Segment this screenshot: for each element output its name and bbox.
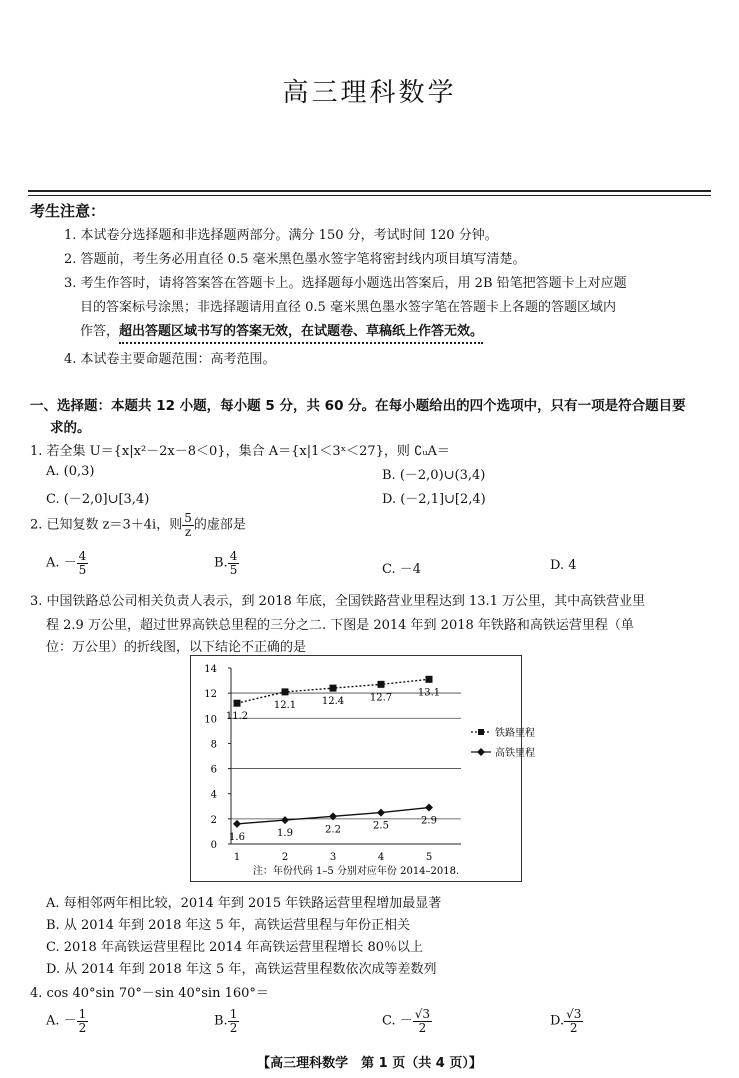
line-chart-frame <box>190 655 535 882</box>
q4-option-c <box>382 1008 432 1034</box>
q1-option-c: C. (－2,0]∪[3,4) <box>46 492 150 507</box>
x-tick-label: 2 <box>281 852 289 863</box>
q4-option-a-label: A. － <box>46 1013 77 1029</box>
legend-label: 铁路里程 <box>495 728 535 739</box>
q2-stem <box>30 512 246 538</box>
q4-stem: 4. cos 40°sin 70°－sin 40°sin 160°＝ <box>30 986 269 1001</box>
hsr-point <box>281 816 289 824</box>
q4-b-den: 2 <box>229 1020 238 1035</box>
rail-point <box>330 685 337 692</box>
data-label: 12.7 <box>369 692 393 704</box>
data-label: 13.1 <box>417 687 441 699</box>
q4-option-d-label: D. <box>550 1013 565 1029</box>
data-label: 1.9 <box>277 828 293 840</box>
q2-frac-den: z <box>184 524 192 539</box>
q3-stem-line1: 3. 中国铁路总公司相关负责人表示，到 2018 年底，全国铁路营业里程达到 13.1 万公里，其中高铁营业里 <box>30 594 646 609</box>
y-tick-label: 4 <box>210 789 217 801</box>
q3-option-c: C. 2018 年高铁运营里程比 2014 年高铁运营里程增长 80％以上 <box>46 940 423 955</box>
q1-option-b: B. (－2,0)∪(3,4) <box>382 468 486 483</box>
legend-marker <box>477 748 485 756</box>
q3-option-d: D. 从 2014 年到 2018 年这 5 年，高铁运营里程数依次成等差数列 <box>46 962 437 977</box>
notice-item-3-emphasis: 超出答题区域书写的答案无效，在试题卷、草稿纸上作答无效。 <box>119 324 483 344</box>
x-tick-label: 1 <box>233 852 241 863</box>
data-label: 12.4 <box>321 696 345 708</box>
q2-b-num: 4 <box>229 549 238 563</box>
q2-frac-num: 5 <box>184 511 192 525</box>
notice-item-3-line3 <box>80 320 483 339</box>
legend-label: 高铁里程 <box>495 748 535 759</box>
y-tick-label: 12 <box>204 689 217 701</box>
q4-d-den: 2 <box>569 1020 578 1035</box>
q4-option-d-frac <box>564 1008 583 1034</box>
y-tick-label: 8 <box>210 739 217 751</box>
y-tick-label: 10 <box>204 714 217 726</box>
section-1-heading-cont: 求的。 <box>50 420 91 436</box>
q2-option-a-label: A. － <box>46 555 77 571</box>
header-rule-thin <box>28 195 711 196</box>
q3-option-b: B. 从 2014 年到 2018 年这 5 年，高铁运营里程与年份正相关 <box>46 918 411 933</box>
q4-option-a <box>46 1008 88 1034</box>
q4-b-num: 1 <box>229 1007 238 1021</box>
q4-a-den: 2 <box>78 1020 87 1035</box>
data-label: 1.6 <box>229 831 245 843</box>
notice-item-3-line2: 目的答案标号涂黑；非选择题请用直径 0.5 毫米黑色墨水签字笔在答题卡上各题的答题区域内 <box>80 300 616 315</box>
q4-c-num: √3 <box>414 1007 431 1021</box>
q4-option-d <box>550 1008 583 1034</box>
q1-stem: 1. 若全集 U＝{x|x²－2x－8＜0}，集合 A＝{x|1＜3ˣ＜27}，则 ∁ᵤA＝ <box>30 444 450 459</box>
q4-option-b-frac <box>228 1008 240 1034</box>
rail-point <box>282 688 289 695</box>
chart-note: 注：年份代码 1–5 分别对应年份 2014–2018. <box>252 866 460 877</box>
q1-option-a: A. (0,3) <box>46 464 95 479</box>
line-chart <box>191 656 535 881</box>
q2-option-d: D. 4 <box>550 558 577 573</box>
q2-stem-suffix: 的虚部是 <box>193 517 246 533</box>
y-tick-label: 0 <box>210 840 217 851</box>
x-tick-label: 4 <box>377 852 385 863</box>
q4-option-b-label: B. <box>214 1013 228 1029</box>
rail-point <box>426 676 433 683</box>
rail-point <box>234 700 241 707</box>
q4-option-c-frac <box>413 1008 432 1034</box>
data-label: 2.9 <box>421 815 437 827</box>
q2-stem-prefix: 2. 已知复数 z＝3＋4i，则 <box>30 517 183 533</box>
section-1-heading: 一、选择题：本题共 12 小题，每小题 5 分，共 60 分。在每小题给出的四个选项中，只有一项是符合题目要 <box>30 398 686 414</box>
page-title: 高三理科数学 <box>282 78 457 108</box>
notice-item-4: 4. 本试卷主要命题范围：高考范围。 <box>64 352 276 367</box>
q4-option-c-label: C. － <box>382 1013 413 1029</box>
data-label: 12.1 <box>273 699 297 711</box>
q2-option-a-frac <box>77 550 89 576</box>
rail-point <box>378 681 385 688</box>
hsr-point <box>233 820 241 828</box>
x-tick-label: 3 <box>329 852 337 863</box>
notice-heading: 考生注意： <box>30 202 106 220</box>
q2-a-num: 4 <box>78 549 87 563</box>
q3-stem-line2: 程 2.9 万公里，超过世界高铁总里程的三分之二. 下图是 2014 年到 2018 年铁路和高铁运营里程（单 <box>46 618 634 633</box>
y-tick-label: 2 <box>210 814 217 826</box>
notice-item-1: 1. 本试卷分选择题和非选择题两部分。满分 150 分，考试时间 120 分钟。 <box>64 228 498 243</box>
q4-option-a-frac <box>77 1008 89 1034</box>
q2-option-b-frac <box>228 550 240 576</box>
q4-d-num: √3 <box>566 1007 582 1021</box>
q2-a-den: 5 <box>78 562 87 577</box>
q2-option-c: C. －4 <box>382 562 422 577</box>
data-label: 2.2 <box>325 824 341 836</box>
q2-option-b <box>214 550 239 576</box>
page-footer: 【高三理科数学 第 1 页（共 4 页）】 <box>257 1056 482 1071</box>
q3-stem-line3: 位：万公里）的折线图，以下结论不正确的是 <box>46 640 307 655</box>
q2-b-den: 5 <box>229 562 238 577</box>
q2-option-a <box>46 550 88 576</box>
header-rule-thick <box>28 190 711 192</box>
y-tick-label: 14 <box>204 664 217 675</box>
q4-a-num: 1 <box>78 1007 87 1021</box>
q4-c-den: 2 <box>418 1020 427 1035</box>
data-label: 11.2 <box>225 711 249 723</box>
notice-item-3-prefix: 作答， <box>80 324 120 339</box>
x-tick-label: 5 <box>425 852 433 863</box>
q3-option-a: A. 每相邻两年相比较，2014 年到 2015 年铁路运营里程增加最显著 <box>46 896 442 911</box>
y-tick-label: 6 <box>210 764 217 776</box>
data-label: 2.5 <box>373 820 389 832</box>
q2-fraction <box>182 512 194 538</box>
q2-option-b-label: B. <box>214 555 228 571</box>
notice-item-3-line1: 3. 考生作答时，请将答案答在答题卡上。选择题每小题选出答案后，用 2B 铅笔把答题卡上对应题 <box>64 276 627 291</box>
hsr-point <box>377 809 385 817</box>
notice-item-2: 2. 答题前，考生务必用直径 0.5 毫米黑色墨水签字笔将密封线内项目填写清楚。 <box>64 252 526 267</box>
legend-marker <box>478 729 484 735</box>
q1-option-d: D. (－2,1]∪[2,4) <box>382 492 486 507</box>
hsr-point <box>425 804 433 812</box>
q4-option-b <box>214 1008 239 1034</box>
